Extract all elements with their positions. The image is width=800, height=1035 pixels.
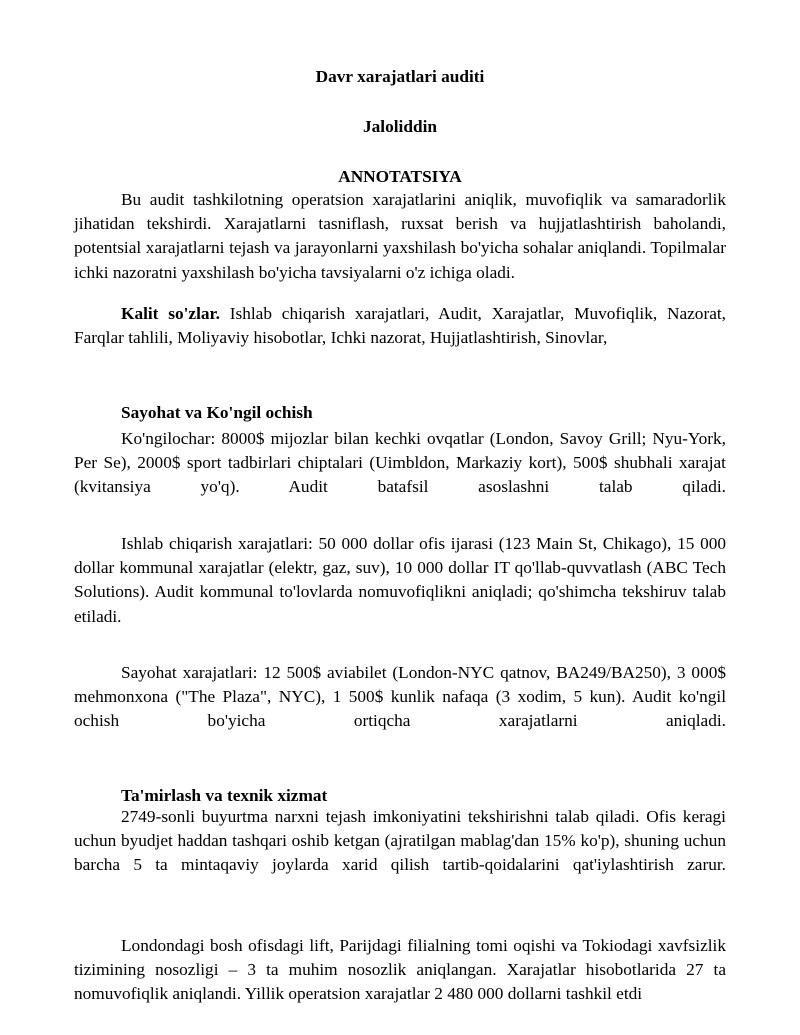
annotation-paragraph: Bu audit tashkilotning operatsion xarajatlarini aniqlik, muvofiqlik va samaradorlik jihatidan tekshirdi. Xarajatlarni tasniflash, ruxsat berish va hujjatlashtirish baholandi, potentsial xarajatlarni tejash va jarayonlarni yaxshilash bo'yicha sohalar aniqlandi. Topilmalar ichki nazoratni yaxshilash bo'yicha tavsiyalarni o'z ichiga oladi.	[74, 190, 726, 282]
order-2749-paragraph: 2749-sonli buyurtma narxni tejash imkoniyatini tekshirishni talab qiladi. Ofis keragi uchun byudjet haddan tashqari oshib ketgan (ajratilgan mablag'dan 15% ko'p), shuning uchun barcha 5 ta mintaqaviy joylarda xarid qilish tartib-qoidalarini qat'iylashtirish zarur.	[74, 807, 726, 875]
malfunctions-paragraph: Londondagi bosh ofisdagi lift, Parijdagi filialning tomi oqishi va Tokiodagi xavfsizlik tizimining nosozligi – 3 ta muhim nosozlik aniqlangan. Xarajatlar hisobotlarida 27 ta nomuvofiqlik aniqlandi. Yillik operatsion xarajatlar 2 480 000 dollarni tashkil etdi	[74, 936, 726, 1004]
entertainment-paragraph: Ko'ngilochar: 8000$ mijozlar bilan kechki ovqatlar (London, Savoy Grill; Nyu-York, Per Se), 2000$ sport tadbirlari chiptalari (Uimbldon, Markaziy kort), 500$ shubhali xarajat (kvitansiya yo'q). Audit batafsil asoslashni talab qiladi.	[74, 429, 726, 497]
section-heading-repair-maintenance: Ta'mirlash va texnik xizmat	[121, 786, 328, 805]
section-heading-travel-entertainment: Sayohat va Ko'ngil ochish	[121, 403, 313, 422]
annotation-heading: ANNOTATSIYA	[338, 167, 462, 186]
keywords-label: Kalit so'zlar.	[121, 304, 220, 323]
keywords-text: Ishlab chiqarish xarajatlari, Audit, Xarajatlar, Muvofiqlik, Nazorat, Farqlar tahlili, Moliyaviy hisobotlar, Ichki nazorat, Hujjatlashtirish, Sinovlar,	[74, 304, 726, 348]
keywords-paragraph	[74, 302, 726, 350]
production-costs-paragraph: Ishlab chiqarish xarajatlari: 50 000 dollar ofis ijarasi (123 Main St, Chikago), 15 000 dollar kommunal xarajatlar (elektr, gaz, suv), 10 000 dollar IT qo'llab-quvvatlash (ABC Tech Solutions). Audit kommunal to'lovlarda nomuvofiqlikni aniqladi; qo'shimcha tekshiruv talab etiladi.	[74, 534, 726, 626]
travel-costs-paragraph: Sayohat xarajatlari: 12 500$ aviabilet (London-NYC qatnov, BA249/BA250), 3 000$ mehmonxona ("The Plaza", NYC), 1 500$ kunlik nafaqa (3 xodim, 5 kun). Audit ko'ngil ochish bo'yicha ortiqcha xarajatlarni aniqladi.	[74, 663, 726, 731]
document-title: Davr xarajatlari auditi	[315, 67, 485, 86]
author-name: Jaloliddin	[363, 117, 437, 136]
